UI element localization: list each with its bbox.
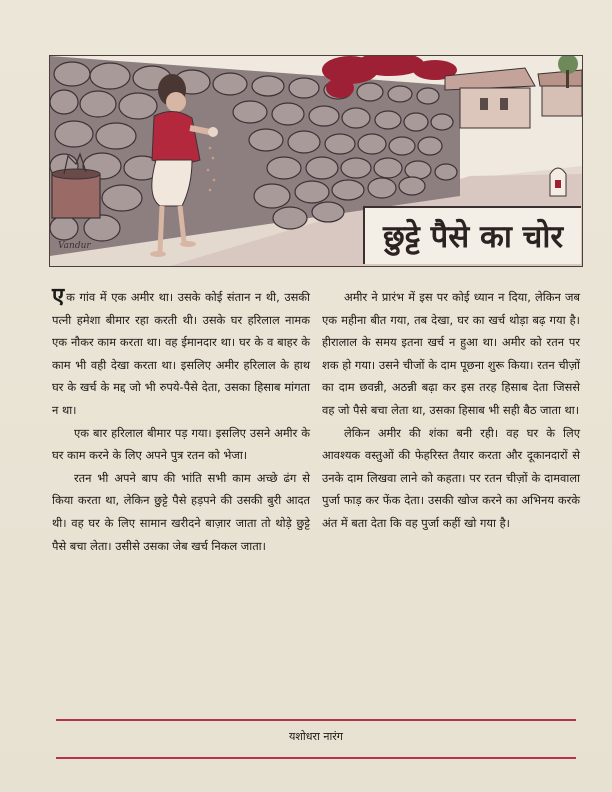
artist-signature: Vandur (58, 241, 91, 251)
paragraph: रतन भी अपने बाप की भांति सभी काम अच्छे ढंग से किया करता था, लेकिन छुट्टे पैसे हड़पने की उसकी बुरी आदत थी। वह घर के लिए सामान खरीदने बाज़ार जाता तो थोड़े छुट्टे पैसे बचा लेता। उसीसे उसका जेब खर्च निकल जाता। (52, 470, 310, 553)
paragraph: अमीर ने प्रारंभ में इस पर कोई ध्यान न दिया, लेकिन जब एक महीना बीत गया, तब देखा, घर का खर्च थोड़ा बढ़ गया है। हीरालाल के समय इतना खर्च न हुआ था। अमीर को रतन पर शक हो गया। उसने चीजों के दाम पूछना शुरू किया। रतन चीज़ों का दाम छवन्नी, अठन्नी बढ़ा कर इस तरह हिसाब देता जिससे वह जो पैसे बचा लेता था, उसका हिसाब भी सही बैठ जाता था। (322, 290, 580, 417)
text-column-right (322, 286, 580, 535)
paragraph (52, 286, 310, 422)
paragraph: लेकिन अमीर की शंका बनी रही। वह घर के लिए आवश्यक वस्तुओं की फेहरिस्त तैयार करता और दूकानदारों से उनके दाम लिखवा लाने को कहता। पर रतन चीज़ों के दामवाला पुर्जा फाड़ कर फेंक देता। उसकी खोज करने का अभिनय करके अंत में बता देता कि वह पुर्जा कहीं खो गया है। (322, 425, 580, 530)
paragraph: एक बार हरिलाल बीमार पड़ गया। इसलिए उसने अमीर के घर काम करने के लिए अपने पुत्र रतन को भेजा। (52, 425, 310, 463)
milestone (550, 168, 566, 196)
paragraph-text: क गांव में एक अमीर था। उसके कोई संतान न थी, उसकी पत्नी हमेशा बीमार रहा करती थी। उसके घर हरिलाल नामक एक नौकर काम करता था। वह ईमानदार था। घर के व बाहर के काम भी वही देखा करता था। इसलिए अमीर हरिलाल के हाथ घर के खर्च के मद्द जो भी रुपये-पैसे देता, उसका हिसाब मांगता न था। (52, 290, 310, 417)
author-name: यशोधरा नारंग (289, 730, 343, 743)
story-title: छुट्टे पैसे का चोर (363, 206, 581, 264)
divider-top (56, 719, 576, 721)
divider-bottom (56, 757, 576, 759)
text-column-left (52, 286, 310, 557)
drop-cap: ए (52, 284, 65, 309)
